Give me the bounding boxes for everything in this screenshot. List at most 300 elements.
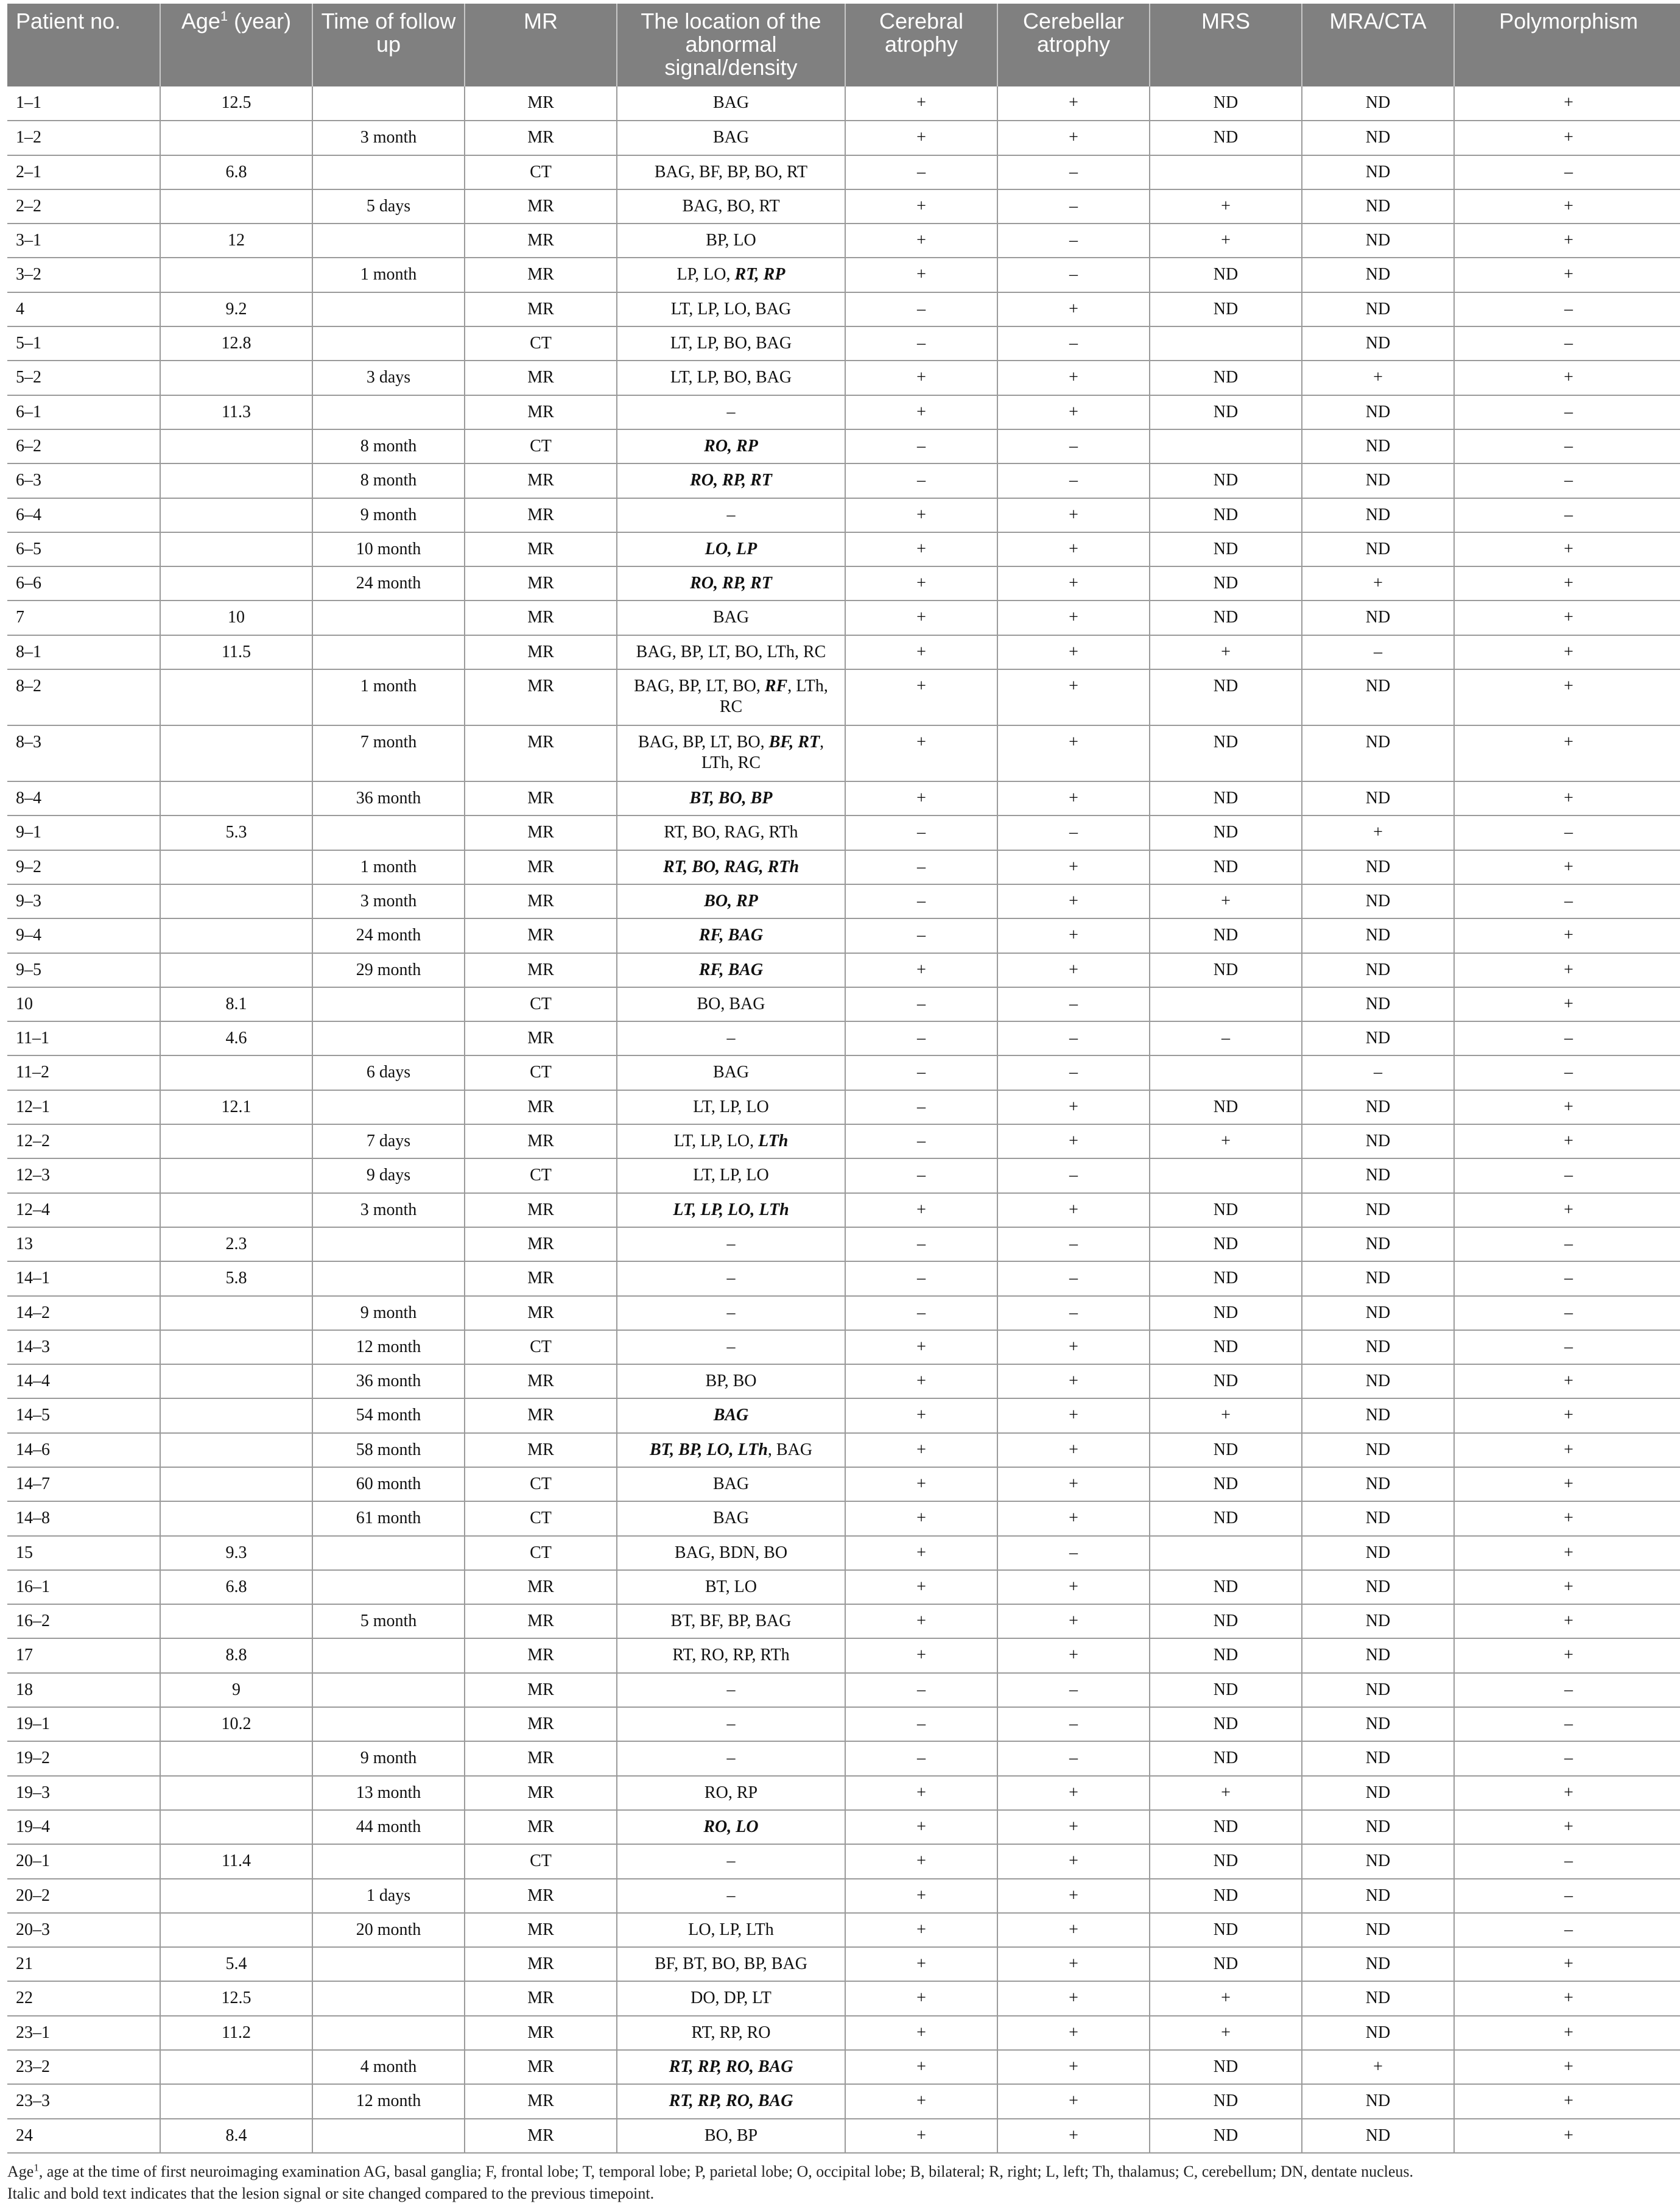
cell-mrs: ND [1150,1501,1302,1535]
cell-patient-no: 12–4 [7,1193,160,1227]
table-row [7,121,1680,155]
cell-mra-cta: ND [1302,1158,1454,1192]
table-container [7,4,1676,2154]
cell-modality: MR [465,86,617,121]
lesion-text: DO, DP, LT [691,1988,771,2008]
table-row [7,1467,1680,1501]
table-footnote [7,2161,1676,2205]
cell-location [617,361,845,395]
cell-mrs: + [1150,1776,1302,1810]
cell-location [617,1467,845,1501]
cell-follow-up: 8 month [312,463,465,498]
cell-follow-up: 6 days [312,1055,465,1090]
table-row [7,1398,1680,1432]
cell-age [160,1913,312,1947]
cell-cerebral-atrophy: – [845,1227,997,1261]
cell-modality: MR [465,781,617,815]
cell-mrs: + [1150,2016,1302,2050]
cell-modality: MR [465,395,617,429]
lesion-text: BAG [712,1474,750,1493]
cell-cerebellar-atrophy: – [997,224,1150,258]
cell-age: 9.2 [160,292,312,326]
cell-location [617,601,845,635]
cell-cerebral-atrophy: + [845,1364,997,1398]
lesion-text: LT, LP, BO, BAG [670,368,792,387]
cell-mrs: ND [1150,1947,1302,1981]
cell-location [617,258,845,292]
cell-follow-up [312,224,465,258]
cell-age [160,1604,312,1638]
cell-mrs: ND [1150,669,1302,725]
changed-lesion-text: RO, RP, RT [690,471,772,490]
cell-cerebellar-atrophy: – [997,326,1150,361]
cell-polymorphism: – [1454,1261,1680,1295]
cell-follow-up [312,1090,465,1124]
table-row [7,2050,1680,2084]
cell-patient-no: 14–3 [7,1330,160,1364]
table-row [7,1776,1680,1810]
cell-age: 12.5 [160,1981,312,2015]
cell-cerebral-atrophy: + [845,566,997,601]
cell-patient-no: 9–1 [7,815,160,850]
cell-location [617,1673,845,1707]
cell-mra-cta: ND [1302,1227,1454,1261]
cell-mra-cta: ND [1302,429,1454,463]
cell-follow-up [312,815,465,850]
lesion-text: – [726,1714,736,1734]
cell-location [617,1844,845,1878]
lesion-text: BP, BO [705,1372,757,1391]
cell-mra-cta: ND [1302,1879,1454,1913]
cell-mrs [1150,326,1302,361]
cell-cerebellar-atrophy: – [997,189,1150,224]
lesion-text: BAG [712,93,750,112]
cell-follow-up: 3 days [312,361,465,395]
cell-follow-up: 9 month [312,498,465,532]
cell-modality: CT [465,1844,617,1878]
lesion-text: LT, LP, LO, [673,1132,759,1151]
cell-mra-cta: ND [1302,292,1454,326]
lesion-text: RO, RP [704,1783,758,1802]
cell-modality: MR [465,1227,617,1261]
cell-location [617,189,845,224]
cell-polymorphism: – [1454,498,1680,532]
cell-polymorphism: + [1454,953,1680,987]
cell-modality: MR [465,258,617,292]
cell-cerebellar-atrophy: + [997,292,1150,326]
cell-follow-up [312,635,465,669]
cell-follow-up [312,1536,465,1570]
cell-patient-no: 12–3 [7,1158,160,1192]
cell-polymorphism: + [1454,918,1680,953]
cell-mra-cta: ND [1302,121,1454,155]
cell-follow-up: 36 month [312,1364,465,1398]
cell-location [617,1398,845,1432]
cell-age [160,566,312,601]
cell-follow-up: 8 month [312,429,465,463]
table-row [7,2016,1680,2050]
cell-patient-no: 19–4 [7,1810,160,1844]
cell-cerebral-atrophy: + [845,635,997,669]
cell-polymorphism: – [1454,1158,1680,1192]
cell-patient-no: 14–7 [7,1467,160,1501]
cell-polymorphism: + [1454,2050,1680,2084]
cell-mra-cta: ND [1302,1536,1454,1570]
cell-modality: MR [465,1741,617,1775]
table-row [7,1090,1680,1124]
cell-location [617,884,845,918]
header-cerebral-atrophy: Cerebral atrophy [845,4,997,86]
cell-age [160,2050,312,2084]
cell-mra-cta: ND [1302,953,1454,987]
cell-location [617,1227,845,1261]
cell-age [160,121,312,155]
cell-age [160,463,312,498]
cell-follow-up: 1 month [312,669,465,725]
cell-cerebellar-atrophy: + [997,1398,1150,1432]
cell-mrs: ND [1150,2119,1302,2153]
cell-mrs: + [1150,884,1302,918]
cell-polymorphism: + [1454,1433,1680,1467]
changed-lesion-text: RT, BO, RAG, RTh [663,857,800,876]
cell-follow-up [312,155,465,189]
cell-cerebral-atrophy: + [845,1330,997,1364]
cell-age [160,725,312,781]
cell-cerebral-atrophy: + [845,121,997,155]
table-row [7,918,1680,953]
cell-patient-no: 14–2 [7,1296,160,1330]
cell-age: 8.1 [160,987,312,1021]
cell-location [617,1296,845,1330]
cell-polymorphism: + [1454,2119,1680,2153]
cell-modality: CT [465,429,617,463]
cell-mra-cta: ND [1302,1913,1454,1947]
cell-cerebellar-atrophy: + [997,918,1150,953]
cell-age: 11.4 [160,1844,312,1878]
cell-age [160,1330,312,1364]
table-row [7,155,1680,189]
table-row [7,1501,1680,1535]
cell-age [160,781,312,815]
cell-polymorphism: + [1454,1776,1680,1810]
changed-lesion-text: RT, RP, RO, BAG [669,2091,793,2111]
lesion-text: LT, LP, LO, BAG [670,299,792,319]
cell-cerebellar-atrophy: – [997,1707,1150,1741]
cell-follow-up: 7 days [312,1124,465,1158]
cell-location [617,1364,845,1398]
cell-cerebellar-atrophy: – [997,1055,1150,1090]
cell-mrs: ND [1150,781,1302,815]
cell-cerebral-atrophy: + [845,1536,997,1570]
cell-follow-up [312,601,465,635]
cell-follow-up: 3 month [312,121,465,155]
cell-cerebellar-atrophy: + [997,1364,1150,1398]
cell-mrs: ND [1150,121,1302,155]
cell-mra-cta: ND [1302,2016,1454,2050]
cell-mra-cta: ND [1302,601,1454,635]
cell-polymorphism: + [1454,781,1680,815]
cell-mra-cta: ND [1302,1021,1454,1055]
cell-location [617,1570,845,1604]
cell-cerebral-atrophy: + [845,1947,997,1981]
cell-cerebellar-atrophy: + [997,1501,1150,1535]
cell-mra-cta: ND [1302,532,1454,566]
cell-patient-no: 8–2 [7,669,160,725]
cell-follow-up [312,1021,465,1055]
cell-cerebral-atrophy: + [845,1433,997,1467]
cell-cerebellar-atrophy: + [997,669,1150,725]
cell-location [617,1947,845,1981]
cell-cerebellar-atrophy: – [997,1536,1150,1570]
cell-follow-up [312,1673,465,1707]
cell-mrs: ND [1150,1193,1302,1227]
cell-follow-up [312,1981,465,2015]
cell-mrs: ND [1150,566,1302,601]
cell-modality: MR [465,292,617,326]
table-row [7,1021,1680,1055]
cell-cerebellar-atrophy: + [997,884,1150,918]
cell-cerebral-atrophy: – [845,1021,997,1055]
lesion-text: RT, RO, RP, RTh [672,1646,790,1665]
cell-patient-no: 21 [7,1947,160,1981]
cell-mrs [1150,155,1302,189]
changed-lesion-text: BT, BP, LO, LTh [649,1440,768,1459]
cell-mrs: ND [1150,1296,1302,1330]
cell-polymorphism: + [1454,1947,1680,1981]
cell-cerebral-atrophy: – [845,1741,997,1775]
lesion-text: – [726,1680,736,1699]
cell-location [617,1330,845,1364]
cell-mrs: ND [1150,1570,1302,1604]
cell-cerebral-atrophy: + [845,781,997,815]
cell-polymorphism: – [1454,155,1680,189]
cell-cerebral-atrophy: + [845,725,997,781]
lesion-text: , BAG [767,1440,813,1459]
cell-location [617,953,845,987]
cell-location [617,1021,845,1055]
cell-cerebellar-atrophy: + [997,850,1150,884]
cell-location [617,1090,845,1124]
cell-patient-no: 8–4 [7,781,160,815]
cell-cerebellar-atrophy: + [997,1124,1150,1158]
table-row [7,1124,1680,1158]
cell-modality: MR [465,1296,617,1330]
cell-polymorphism: + [1454,1638,1680,1672]
cell-mra-cta: ND [1302,189,1454,224]
cell-cerebral-atrophy: – [845,1090,997,1124]
cell-modality: MR [465,953,617,987]
cell-mrs: ND [1150,532,1302,566]
cell-age: 4.6 [160,1021,312,1055]
cell-follow-up [312,1570,465,1604]
table-row [7,566,1680,601]
cell-age [160,361,312,395]
cell-patient-no: 5–1 [7,326,160,361]
table-row [7,635,1680,669]
cell-polymorphism: – [1454,1227,1680,1261]
cell-mra-cta: – [1302,635,1454,669]
table-row [7,258,1680,292]
cell-mra-cta: ND [1302,224,1454,258]
lesion-text: – [726,505,736,524]
cell-location [617,326,845,361]
cell-patient-no: 14–8 [7,1501,160,1535]
cell-cerebellar-atrophy: + [997,1193,1150,1227]
cell-age [160,1433,312,1467]
cell-cerebral-atrophy: + [845,2119,997,2153]
table-row [7,1707,1680,1741]
header-age: Age$^1$ (year) [160,4,312,86]
lesion-text: – [726,1029,736,1048]
cell-patient-no: 8–3 [7,725,160,781]
lesion-text: LT, LP, LO [693,1097,769,1116]
cell-age: 6.8 [160,155,312,189]
age-superscript: 1 [220,9,228,24]
cell-mra-cta: ND [1302,1707,1454,1741]
cell-follow-up: 44 month [312,1810,465,1844]
cell-modality: MR [465,1913,617,1947]
cell-patient-no: 14–6 [7,1433,160,1467]
cell-cerebral-atrophy: – [845,1055,997,1090]
cell-cerebral-atrophy: + [845,395,997,429]
cell-follow-up [312,1844,465,1878]
cell-follow-up: 54 month [312,1398,465,1432]
cell-mrs: ND [1150,918,1302,953]
table-row [7,2119,1680,2153]
cell-mrs: ND [1150,2050,1302,2084]
cell-follow-up [312,1261,465,1295]
lesion-text: RT, BO, RAG, RTh [664,823,798,842]
cell-cerebral-atrophy: – [845,292,997,326]
cell-age [160,1879,312,1913]
cell-cerebellar-atrophy: – [997,1021,1150,1055]
cell-age: 11.5 [160,635,312,669]
cell-cerebral-atrophy: + [845,1776,997,1810]
cell-location [617,815,845,850]
changed-lesion-text: RF [764,677,788,696]
cell-mrs: ND [1150,601,1302,635]
cell-location [617,1124,845,1158]
cell-cerebellar-atrophy: – [997,1261,1150,1295]
cell-mra-cta: ND [1302,1124,1454,1158]
cell-age [160,1501,312,1535]
lesion-text: BO, BAG [697,994,765,1013]
cell-mra-cta: ND [1302,1604,1454,1638]
table-row [7,1638,1680,1672]
cell-age: 12.1 [160,1090,312,1124]
cell-location [617,669,845,725]
cell-patient-no: 7 [7,601,160,635]
cell-polymorphism: + [1454,987,1680,1021]
cell-patient-no: 16–1 [7,1570,160,1604]
cell-follow-up: 58 month [312,1433,465,1467]
table-row [7,361,1680,395]
table-row [7,1810,1680,1844]
cell-mrs [1150,1055,1302,1090]
cell-modality: MR [465,1021,617,1055]
cell-location [617,121,845,155]
table-row [7,498,1680,532]
cell-mrs: ND [1150,1913,1302,1947]
cell-modality: MR [465,1604,617,1638]
cell-polymorphism: + [1454,669,1680,725]
cell-cerebellar-atrophy: + [997,1844,1150,1878]
cell-cerebellar-atrophy: – [997,1673,1150,1707]
cell-location [617,155,845,189]
cell-cerebellar-atrophy: + [997,635,1150,669]
cell-follow-up: 9 month [312,1741,465,1775]
cell-cerebellar-atrophy: + [997,2016,1150,2050]
table-row [7,987,1680,1021]
cell-mra-cta: ND [1302,1261,1454,1295]
lesion-text: BAG [712,1509,750,1528]
cell-modality: CT [465,1501,617,1535]
cell-polymorphism: + [1454,1364,1680,1398]
header-time-of-follow-up: Time of follow up [312,4,465,86]
cell-follow-up [312,1227,465,1261]
cell-patient-no: 11–2 [7,1055,160,1090]
cell-cerebellar-atrophy: – [997,463,1150,498]
cell-mrs: ND [1150,1879,1302,1913]
table-row [7,1604,1680,1638]
lesion-text: LT, LP, BO, BAG [670,334,792,353]
header-patient-no: Patient no. [7,4,160,86]
cell-age [160,918,312,953]
cell-mrs: ND [1150,1741,1302,1775]
lesion-text: LT, LP, LO [693,1166,769,1185]
cell-modality: MR [465,2119,617,2153]
cell-mrs: ND [1150,1261,1302,1295]
cell-cerebral-atrophy: + [845,361,997,395]
cell-mra-cta: ND [1302,1330,1454,1364]
lesion-text: LO, LP, LTh [688,1920,774,1939]
cell-modality: MR [465,635,617,669]
cell-cerebral-atrophy: + [845,258,997,292]
cell-patient-no: 1–1 [7,86,160,121]
table-row [7,1536,1680,1570]
cell-mra-cta: ND [1302,725,1454,781]
cell-modality: MR [465,1981,617,2015]
cell-modality: CT [465,987,617,1021]
table-row [7,781,1680,815]
cell-modality: MR [465,498,617,532]
cell-follow-up [312,1947,465,1981]
cell-cerebral-atrophy: + [845,1810,997,1844]
cell-age: 9 [160,1673,312,1707]
lesion-text: BAG, BDN, BO [674,1543,788,1562]
cell-modality: MR [465,1776,617,1810]
cell-age [160,2084,312,2118]
cell-mra-cta: + [1302,2050,1454,2084]
cell-patient-no: 10 [7,987,160,1021]
cell-mra-cta: ND [1302,2084,1454,2118]
imaging-table [7,4,1680,2154]
cell-age [160,1741,312,1775]
cell-cerebral-atrophy: + [845,1570,997,1604]
cell-polymorphism: – [1454,395,1680,429]
cell-age [160,884,312,918]
cell-mrs: ND [1150,498,1302,532]
cell-polymorphism: + [1454,601,1680,635]
cell-mra-cta: ND [1302,2119,1454,2153]
cell-follow-up: 10 month [312,532,465,566]
cell-polymorphism: + [1454,121,1680,155]
cell-mra-cta: + [1302,361,1454,395]
cell-cerebellar-atrophy: + [997,601,1150,635]
cell-cerebral-atrophy: + [845,669,997,725]
cell-cerebral-atrophy: – [845,815,997,850]
cell-age [160,1810,312,1844]
